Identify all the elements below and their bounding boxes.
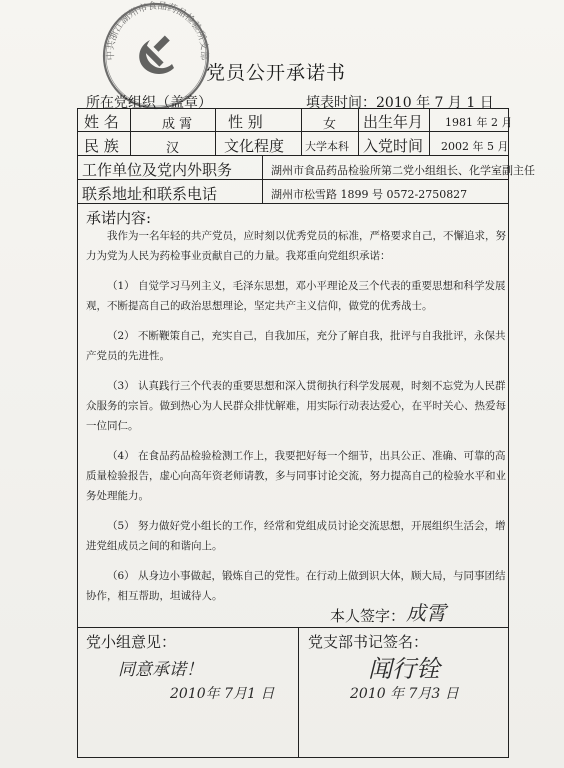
name-value: 成 霄 bbox=[162, 117, 193, 132]
join-date-label: 入党时间 bbox=[363, 137, 424, 155]
join-date-value: 2002 年 5 月 bbox=[441, 140, 509, 153]
pledge-item-4: （4） 在食品药品检验检测工作上，我要把好每一个细节，出具公正、准确、可靠的高质量检验报告，虚心向高年资老师请教，多与同事讨论交流，努力提高自己的检验水平和业务处理能力。 bbox=[86, 450, 506, 502]
pledge-intro: 我作为一名年轻的共产党员，应时刻以优秀党员的标准，严格要求自己，不懈追求，努力为党为人民为药检事业贡献自己的力量。我郑重向党组织承诺： bbox=[86, 230, 506, 262]
contact-label: 联系地址和联系电话 bbox=[82, 185, 218, 203]
gender-value: 女 bbox=[323, 117, 337, 132]
branch-secretary-label: 党支部书记签名： bbox=[308, 633, 429, 651]
document-title: 党员公开承诺书 bbox=[206, 62, 347, 84]
self-signature: 成霄 bbox=[406, 601, 446, 625]
group-opinion-date: 2010年 7月1 日 bbox=[170, 686, 275, 702]
branch-secretary-date: 2010 年 7月3 日 bbox=[350, 686, 459, 702]
signature-label: 本人签字： bbox=[330, 607, 406, 625]
birth-value: 1981 年 2 月 bbox=[445, 116, 513, 129]
work-unit-value: 湖州市食品药品检验所第二党小组组长、化学室副主任 bbox=[271, 164, 535, 177]
work-unit-label: 工作单位及党内外职务 bbox=[82, 161, 233, 179]
pledge-content bbox=[86, 226, 510, 616]
pledge-item-3: （3） 认真践行三个代表的重要思想和深入贯彻执行科学发展观，时刻不忘党为人民群众服务的宗旨。做到热心为人民群众排忧解难，用实际行动表达爱心，在平时关心、热爱每一位同仁。 bbox=[86, 380, 506, 432]
group-opinion-label: 党小组意见： bbox=[86, 633, 177, 651]
name-label: 姓 名 bbox=[84, 113, 119, 131]
branch-secretary-signature: 闻行铨 bbox=[368, 655, 440, 683]
fill-date: 填表时间：2010 年 7 月 1 日 bbox=[306, 95, 494, 111]
education-label: 文化程度 bbox=[224, 137, 285, 155]
gender-label: 性 别 bbox=[228, 113, 263, 131]
pledge-item-6: （6） 从身边小事做起，锻炼自己的党性。在行动上做到识大体，顾大局，与同事团结协作，相互帮助，坦诚待人。 bbox=[86, 570, 506, 602]
pledge-item-2: （2） 不断鞭策自己，充实自己，自我加压，充分了解自我，批评与自我批评，永保共产党员的先进性。 bbox=[86, 330, 506, 362]
group-opinion-handwriting: 同意承诺！ bbox=[118, 660, 203, 680]
ethnic-value: 汉 bbox=[166, 141, 180, 156]
education-value: 大学本科 bbox=[305, 140, 349, 153]
svg-text:中共浙江湖州市食品药品检验所支部委员会 bbox=[96, 0, 211, 61]
contact-value: 湖州市松雪路 1899 号 0572-2750827 bbox=[271, 188, 468, 201]
ethnic-label: 民 族 bbox=[84, 137, 119, 155]
pledge-item-5: （5） 努力做好党小组长的工作，经常和党组成员讨论交流思想，开展组织生活会，增进党组成员之间的和谐向上。 bbox=[86, 520, 506, 552]
party-org-label: 所在党组织（盖章） bbox=[86, 95, 212, 111]
pledge-heading: 承诺内容: bbox=[86, 209, 152, 227]
birth-label: 出生年月 bbox=[363, 113, 424, 131]
pledge-item-1: （1） 自觉学习马列主义，毛泽东思想，邓小平理论及三个代表的重要思想和科学发展观，不断提高自己的政治思想理论，坚定共产主义信仰，做党的优秀战士。 bbox=[86, 280, 506, 312]
seal-text: 中共浙江湖州市食品药品检验所支部 bbox=[105, 0, 210, 61]
